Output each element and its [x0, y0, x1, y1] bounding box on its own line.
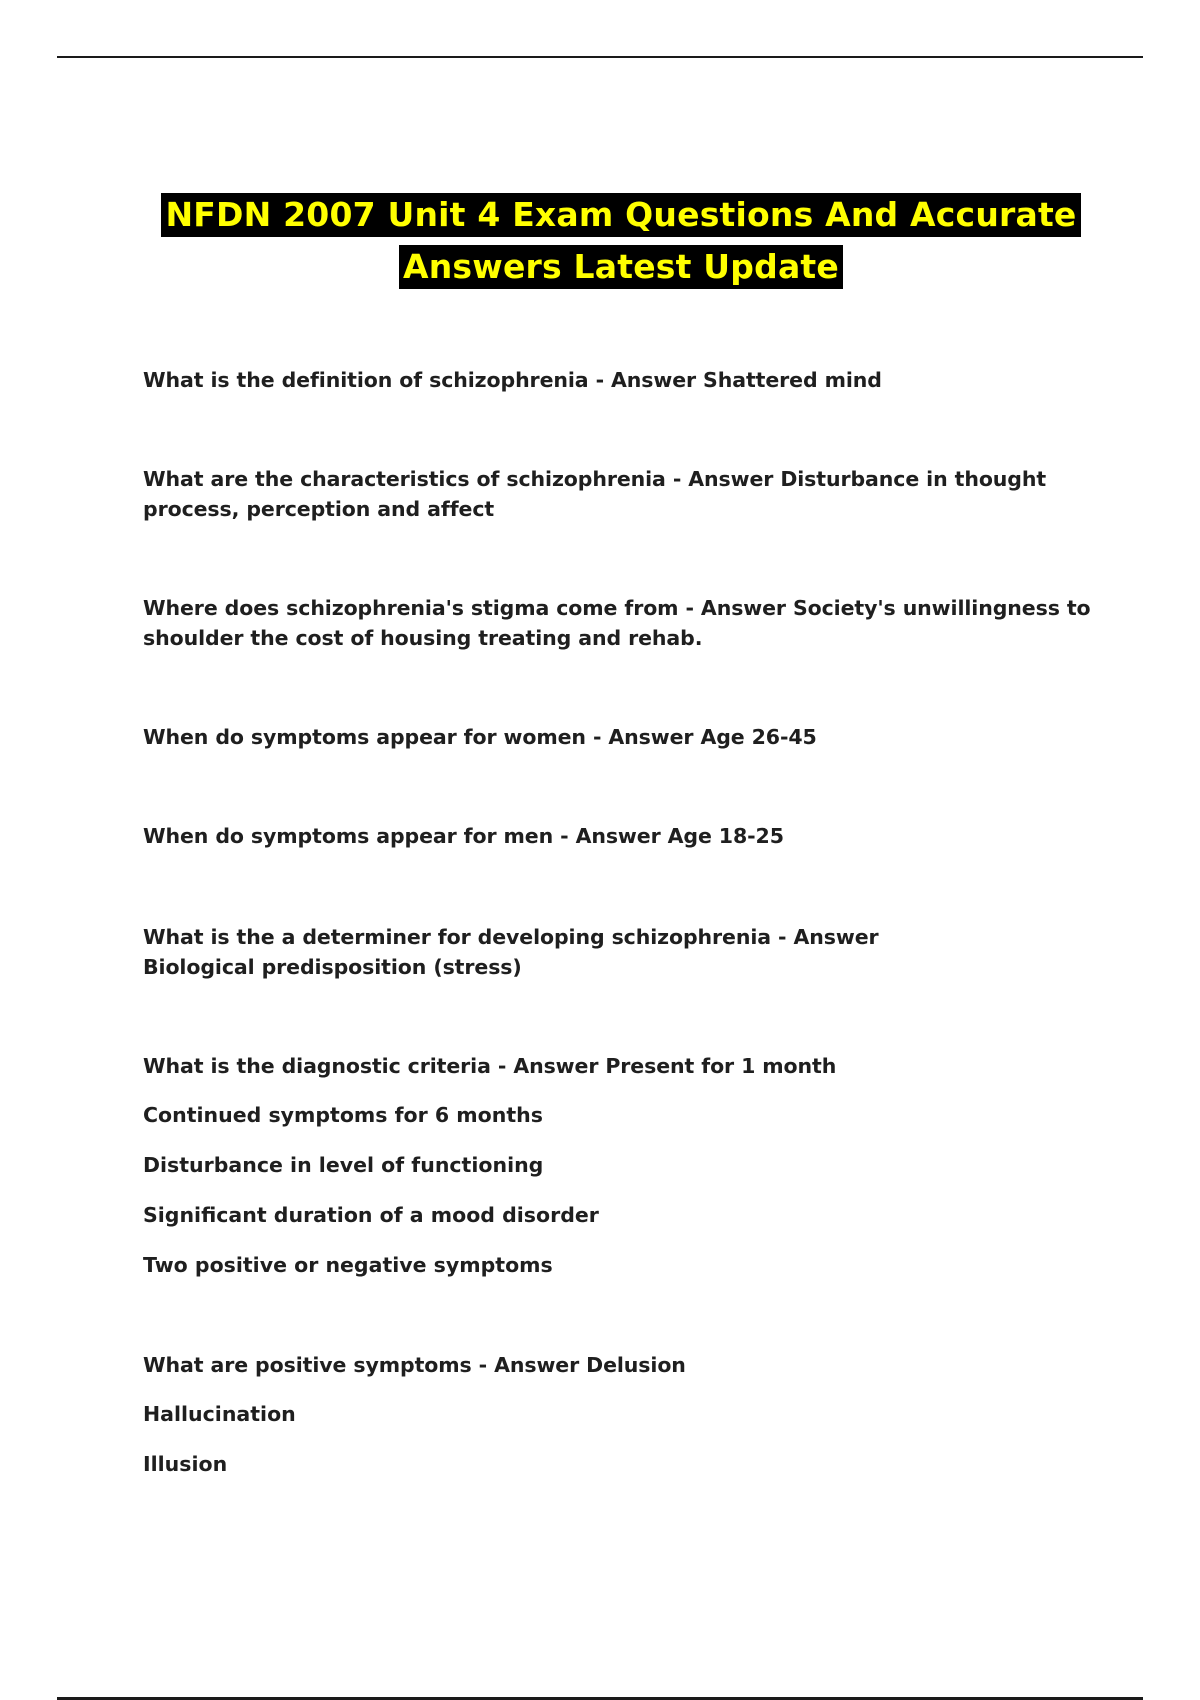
criteria-line-continued: Continued symptoms for 6 months: [143, 1103, 543, 1127]
qa-item-positive-symptoms: What are positive symptoms - Answer Delusion: [143, 1353, 686, 1377]
qa-item-determiner: What is the a determiner for developing schizophrenia - Answer Biological predisposition (stress): [143, 925, 879, 979]
positive-line-hallucination: Hallucination: [143, 1402, 296, 1426]
criteria-line-disturbance: Disturbance in level of functioning: [143, 1153, 544, 1177]
document-title: [0, 193, 1200, 297]
qa-item-stigma: Where does schizophrenia's stigma come from - Answer Society's unwillingness to shoulder the cost of housing treating and rehab.: [143, 596, 1091, 650]
title-line-2: Answers Latest Update: [399, 245, 843, 289]
qa-item-women-onset: When do symptoms appear for women - Answer Age 26-45: [143, 725, 817, 749]
qa-item-characteristics: What are the characteristics of schizophrenia - Answer Disturbance in thought process, perception and affect: [143, 467, 1047, 521]
title-line-1: NFDN 2007 Unit 4 Exam Questions And Accurate: [161, 193, 1080, 237]
qa-item-diagnostic-criteria: What is the diagnostic criteria - Answer Present for 1 month: [143, 1054, 837, 1078]
qa-item-definition: What is the definition of schizophrenia - Answer Shattered mind: [143, 368, 882, 392]
qa-item-men-onset: When do symptoms appear for men - Answer Age 18-25: [143, 824, 784, 848]
criteria-line-mood: Significant duration of a mood disorder: [143, 1203, 599, 1227]
top-rule: [57, 56, 1143, 58]
criteria-line-two-symptoms: Two positive or negative symptoms: [143, 1253, 553, 1277]
positive-line-illusion: Illusion: [143, 1452, 228, 1476]
